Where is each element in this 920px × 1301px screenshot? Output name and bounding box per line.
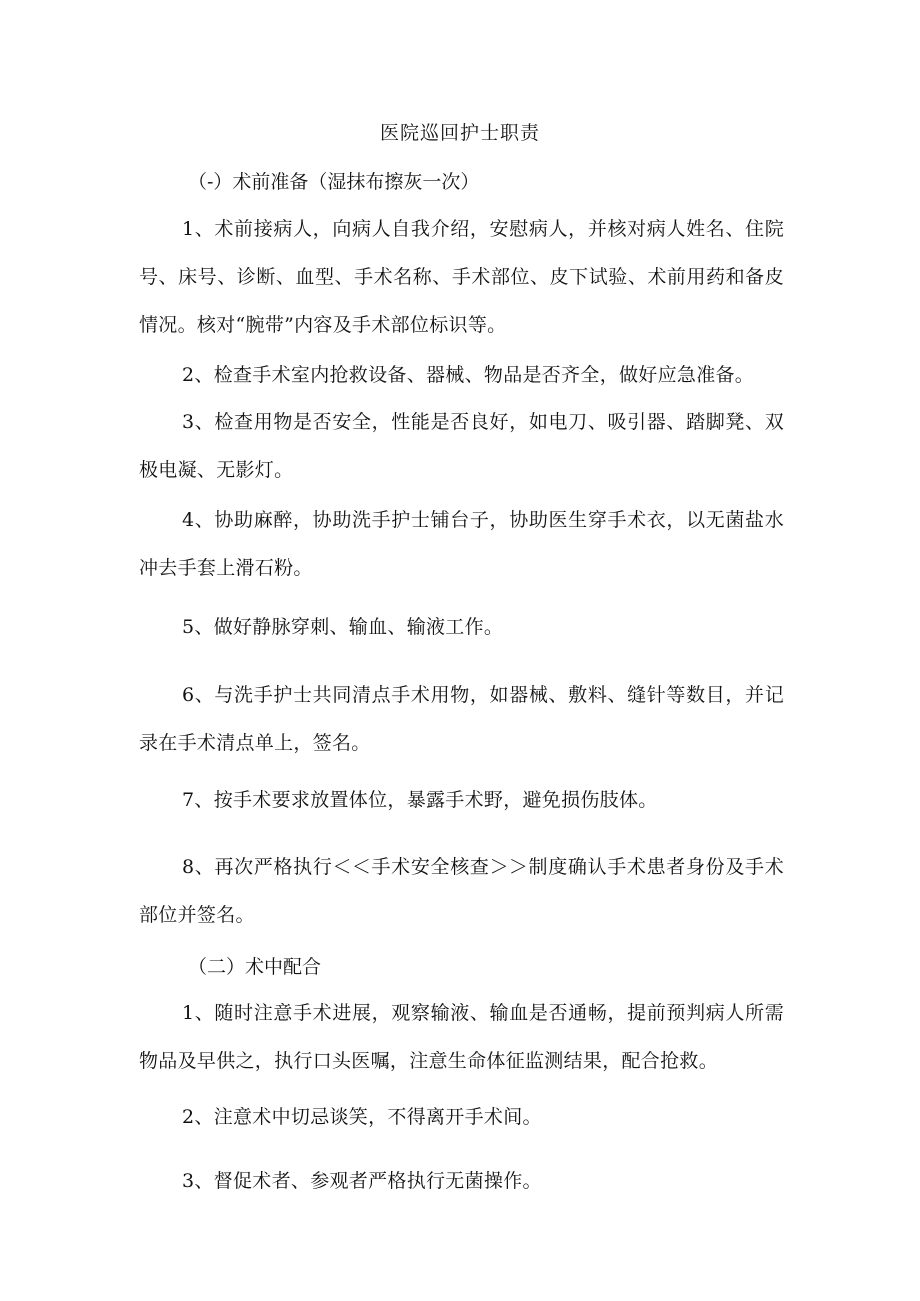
- paragraph-preop-6: 6、与洗手护士共同清点手术用物，如器械、敷料、缝针等数目，并记录在手术清点单上，签名。: [139, 684, 784, 754]
- paragraph-preop-7: 7、按手术要求放置体位，暴露手术野，避免损伤肢体。: [182, 789, 658, 811]
- paragraph-intraop-1: 1、随时注意手术进展，观察输液、输血是否通畅，提前预判病人所需物品及早供之，执行口头医嘱，注意生命体征监测结果，配合抢救。: [139, 1002, 784, 1072]
- section-heading-intraop: （二）术中配合: [188, 956, 322, 978]
- paragraph-preop-5: 5、做好静脉穿刺、输血、输液工作。: [182, 616, 504, 638]
- section-heading-preop: （-）术前准备（湿抹布擦灰一次）: [188, 171, 480, 193]
- paragraph-preop-3: 3、检查用物是否安全，性能是否良好，如电刀、吸引器、踏脚凳、双极电凝、无影灯。: [139, 411, 784, 481]
- paragraph-preop-8: 8、再次严格执行＜＜手术安全核查＞＞制度确认手术患者身份及手术部位并签名。: [139, 856, 784, 926]
- paragraph-intraop-2: 2、注意术中切忌谈笑，不得离开手术间。: [182, 1106, 542, 1128]
- paragraph-preop-1: 1、术前接病人，向病人自我介绍，安慰病人，并核对病人姓名、住院号、床号、诊断、血型、手术名称、手术部位、皮下试验、术前用药和备皮情况。核对“腕带”内容及手术部位标识等。: [139, 218, 784, 336]
- paragraph-preop-4: 4、协助麻醉，协助洗手护士铺台子，协助医生穿手术衣，以无菌盐水冲去手套上滑石粉。: [139, 509, 784, 579]
- paragraph-intraop-3: 3、督促术者、参观者严格执行无菌操作。: [182, 1170, 542, 1192]
- document-title: 医院巡回护士职责: [379, 122, 540, 144]
- paragraph-preop-2: 2、检查手术室内抢救设备、器械、物品是否齐全，做好应急准备。: [182, 364, 755, 386]
